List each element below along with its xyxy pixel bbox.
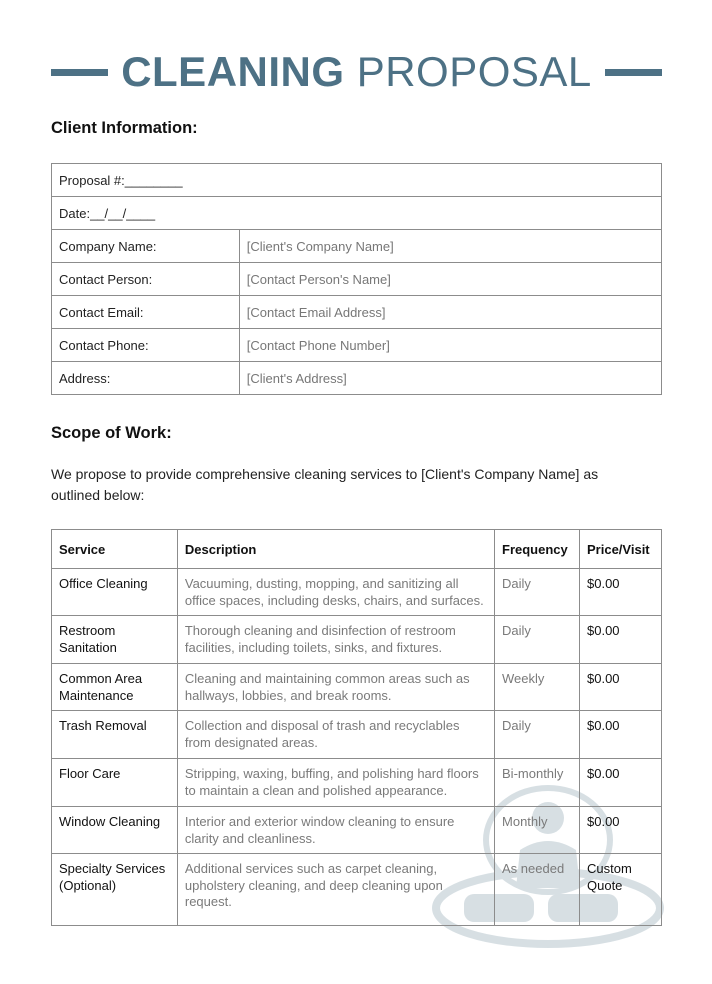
title-bold: CLEANING	[121, 48, 345, 95]
price-cell: $0.00	[580, 807, 662, 854]
table-row	[52, 197, 662, 230]
title-row	[51, 46, 662, 98]
table-row	[52, 759, 662, 807]
frequency-cell: Bi-monthly	[495, 759, 580, 807]
frequency-cell: Daily	[495, 711, 580, 759]
contact-phone-label: Contact Phone:	[52, 329, 240, 362]
price-cell: Custom Quote	[580, 854, 662, 926]
client-info-table	[51, 163, 662, 395]
scope-heading: Scope of Work:	[51, 424, 172, 442]
description-cell: Thorough cleaning and disinfection of restroom facilities, including toilets, sinks, and fixtures.	[177, 616, 494, 664]
title-light: PROPOSAL	[356, 48, 592, 95]
table-row	[52, 807, 662, 854]
column-header-service: Service	[52, 530, 178, 569]
column-header-price: Price/Visit	[580, 530, 662, 569]
description-cell: Interior and exterior window cleaning to ensure clarity and cleanliness.	[177, 807, 494, 854]
price-cell: $0.00	[580, 759, 662, 807]
price-cell: $0.00	[580, 711, 662, 759]
frequency-cell: As needed	[495, 854, 580, 926]
service-cell: Floor Care	[52, 759, 178, 807]
table-row	[52, 854, 662, 926]
title-left-bar	[51, 69, 108, 76]
description-cell: Additional services such as carpet cleaning, upholstery cleaning, and deep cleaning upon request.	[177, 854, 494, 926]
service-cell: Office Cleaning	[52, 569, 178, 616]
contact-person-field[interactable]: [Contact Person's Name]	[239, 263, 661, 296]
scope-intro: We propose to provide comprehensive cleaning services to [Client's Company Name] as outlined below:	[51, 466, 599, 503]
proposal-number-field[interactable]: Proposal #:________	[52, 164, 662, 197]
service-cell: Common Area Maintenance	[52, 664, 178, 711]
title-right-bar	[605, 69, 662, 76]
frequency-cell: Monthly	[495, 807, 580, 854]
description-cell: Stripping, waxing, buffing, and polishing hard floors to maintain a clean and polished appearance.	[177, 759, 494, 807]
service-cell: Restroom Sanitation	[52, 616, 178, 664]
table-row	[52, 164, 662, 197]
address-field[interactable]: [Client's Address]	[239, 362, 661, 395]
frequency-cell: Daily	[495, 616, 580, 664]
service-cell: Specialty Services (Optional)	[52, 854, 178, 926]
page-title	[121, 48, 592, 96]
description-cell: Vacuuming, dusting, mopping, and sanitizing all office spaces, including desks, chairs, and surfaces.	[177, 569, 494, 616]
table-row	[52, 711, 662, 759]
contact-email-field[interactable]: [Contact Email Address]	[239, 296, 661, 329]
contact-email-label: Contact Email:	[52, 296, 240, 329]
service-cell: Trash Removal	[52, 711, 178, 759]
column-header-frequency: Frequency	[495, 530, 580, 569]
company-name-label: Company Name:	[52, 230, 240, 263]
table-row	[52, 616, 662, 664]
price-cell: $0.00	[580, 664, 662, 711]
table-row	[52, 296, 662, 329]
table-header-row	[52, 530, 662, 569]
table-row	[52, 263, 662, 296]
date-field[interactable]: Date:__/__/____	[52, 197, 662, 230]
frequency-cell: Weekly	[495, 664, 580, 711]
table-row	[52, 569, 662, 616]
table-row	[52, 664, 662, 711]
scope-table	[51, 529, 662, 926]
table-row	[52, 230, 662, 263]
contact-person-label: Contact Person:	[52, 263, 240, 296]
price-cell: $0.00	[580, 616, 662, 664]
address-label: Address:	[52, 362, 240, 395]
client-info-heading: Client Information:	[51, 119, 198, 137]
table-row	[52, 329, 662, 362]
column-header-description: Description	[177, 530, 494, 569]
company-name-field[interactable]: [Client's Company Name]	[239, 230, 661, 263]
contact-phone-field[interactable]: [Contact Phone Number]	[239, 329, 661, 362]
frequency-cell: Daily	[495, 569, 580, 616]
table-row	[52, 362, 662, 395]
service-cell: Window Cleaning	[52, 807, 178, 854]
description-cell: Collection and disposal of trash and recyclables from designated areas.	[177, 711, 494, 759]
description-cell: Cleaning and maintaining common areas such as hallways, lobbies, and break rooms.	[177, 664, 494, 711]
price-cell: $0.00	[580, 569, 662, 616]
